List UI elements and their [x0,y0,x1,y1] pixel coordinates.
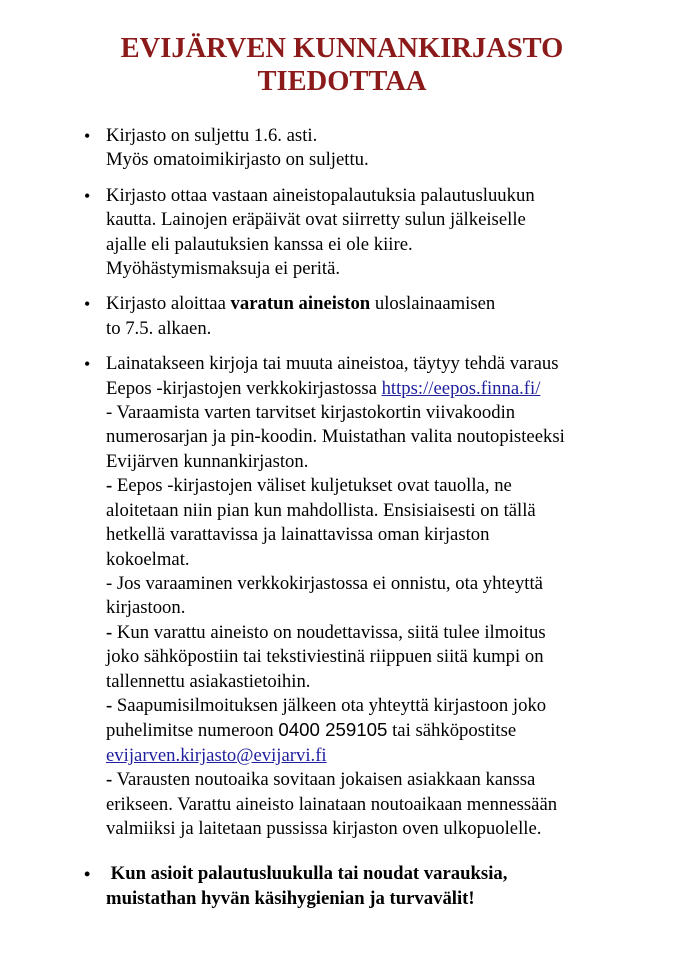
dash-marker: - [106,475,113,497]
notice-text: Lainatakseen kirjoja tai muuta aineistoa, täytyy tehdä varaus [106,353,559,375]
notice-text [106,694,639,718]
notice-text: Kun asioit palautusluukulla tai noudat varauksia, [106,863,508,885]
notice-text: - Jos varaaminen verkkokirjastossa ei onnistu, ota yhteyttä [106,572,543,594]
notice-item-closed [85,124,639,173]
notice-text [106,621,639,645]
bullet-icon: • [84,864,91,885]
notice-text: numerosarjan ja pin-koodin. Muistathan valita noutopisteeksi [106,426,565,448]
bullet-icon: • [84,126,91,146]
notice-text: kirjastoon. [106,597,186,619]
notice-text: hetkellä varattavissa ja lainattavissa oman kirjaston [106,524,490,546]
text-segment: uloslainaamisen [370,293,496,315]
text-segment: puhelimitse numeroon [106,720,279,742]
eepos-link[interactable]: https://eepos.finna.fi/ [381,377,541,399]
notice-list [85,124,639,911]
text-segment: Eepos -kirjastojen väliset kuljetukset ovat tauolla, ne [112,475,512,497]
notice-text: Myös omatoimikirjasto on suljettu. [106,149,369,171]
notice-text: aloitetaan niin pian kun mahdollista. Ensisiaisesti on tällä [106,499,536,521]
text-segment: Saapumisilmoituksen jälkeen ota yhteyttä kirjastoon joko [112,694,547,716]
notice-text: to 7.5. alkaen. [106,317,212,339]
notice-text [106,377,639,401]
notice-text: Evijärven kunnankirjaston. [106,450,309,472]
notice-text [106,292,639,316]
notice-text: tallennettu asiakastietoihin. [106,670,311,692]
notice-text [106,768,639,792]
notice-text [106,474,639,498]
dash-marker: - [106,621,113,643]
text-segment: Kun varattu aineisto on noudettavissa, siitä tulee ilmoitus [112,621,546,643]
notice-text [106,718,639,743]
notice-text: Myöhästymismaksuja ei peritä. [106,258,341,280]
notice-text: ajalle eli palautuksien kanssa ei ole kiire. [106,233,413,255]
text-segment: Eepos -kirjastojen verkkokirjastossa [106,377,382,399]
notice-text: erikseen. Varattu aineisto lainataan noutoaikaan mennessään [106,793,558,815]
notice-item-lending [85,292,639,341]
notice-text: kokoelmat. [106,548,190,570]
bullet-icon: • [84,354,91,375]
phone-number: 0400 259105 [278,719,388,741]
notice-text [106,744,639,768]
email-link[interactable]: evijarven.kirjasto@evijarvi.fi [106,744,327,766]
notice-text: joko sähköpostiin tai tekstiviestinä riippuen siitä kumpi on [106,646,544,668]
dash-marker: - [106,769,113,791]
bold-text: varatun aineiston [230,293,371,315]
notice-text: kautta. Lainojen eräpäivät ovat siirretty sulun jälkeiselle [106,209,526,231]
text-segment: tai sähköpostitse [387,720,517,742]
title-line-2: TIEDOTTAA [257,66,427,97]
bullet-icon: • [84,294,91,315]
notice-item-hygiene [85,862,639,911]
dash-marker: - [106,694,113,716]
notice-text: muistathan hyvän käsihygienian ja turvavälit! [106,887,475,909]
text-segment: Varausten noutoaika sovitaan jokaisen asiakkaan kanssa [112,769,536,791]
notice-text: - Varaamista varten tarvitset kirjastokortin viivakoodin [106,402,516,424]
notice-item-reservations [85,352,639,841]
title-line-1: EVIJÄRVEN KUNNANKIRJASTO [120,33,564,64]
text-segment: Kirjasto aloittaa [106,293,231,315]
page-title [45,32,639,98]
notice-item-returns [85,184,639,282]
notice-text: Kirjasto on suljettu 1.6. asti. [106,125,318,146]
bullet-icon: • [84,185,91,206]
notice-text: Kirjasto ottaa vastaan aineistopalautuksia palautusluukun [106,184,535,206]
notice-text: valmiiksi ja laitetaan pussissa kirjaston oven ulkopuolelle. [106,817,542,839]
